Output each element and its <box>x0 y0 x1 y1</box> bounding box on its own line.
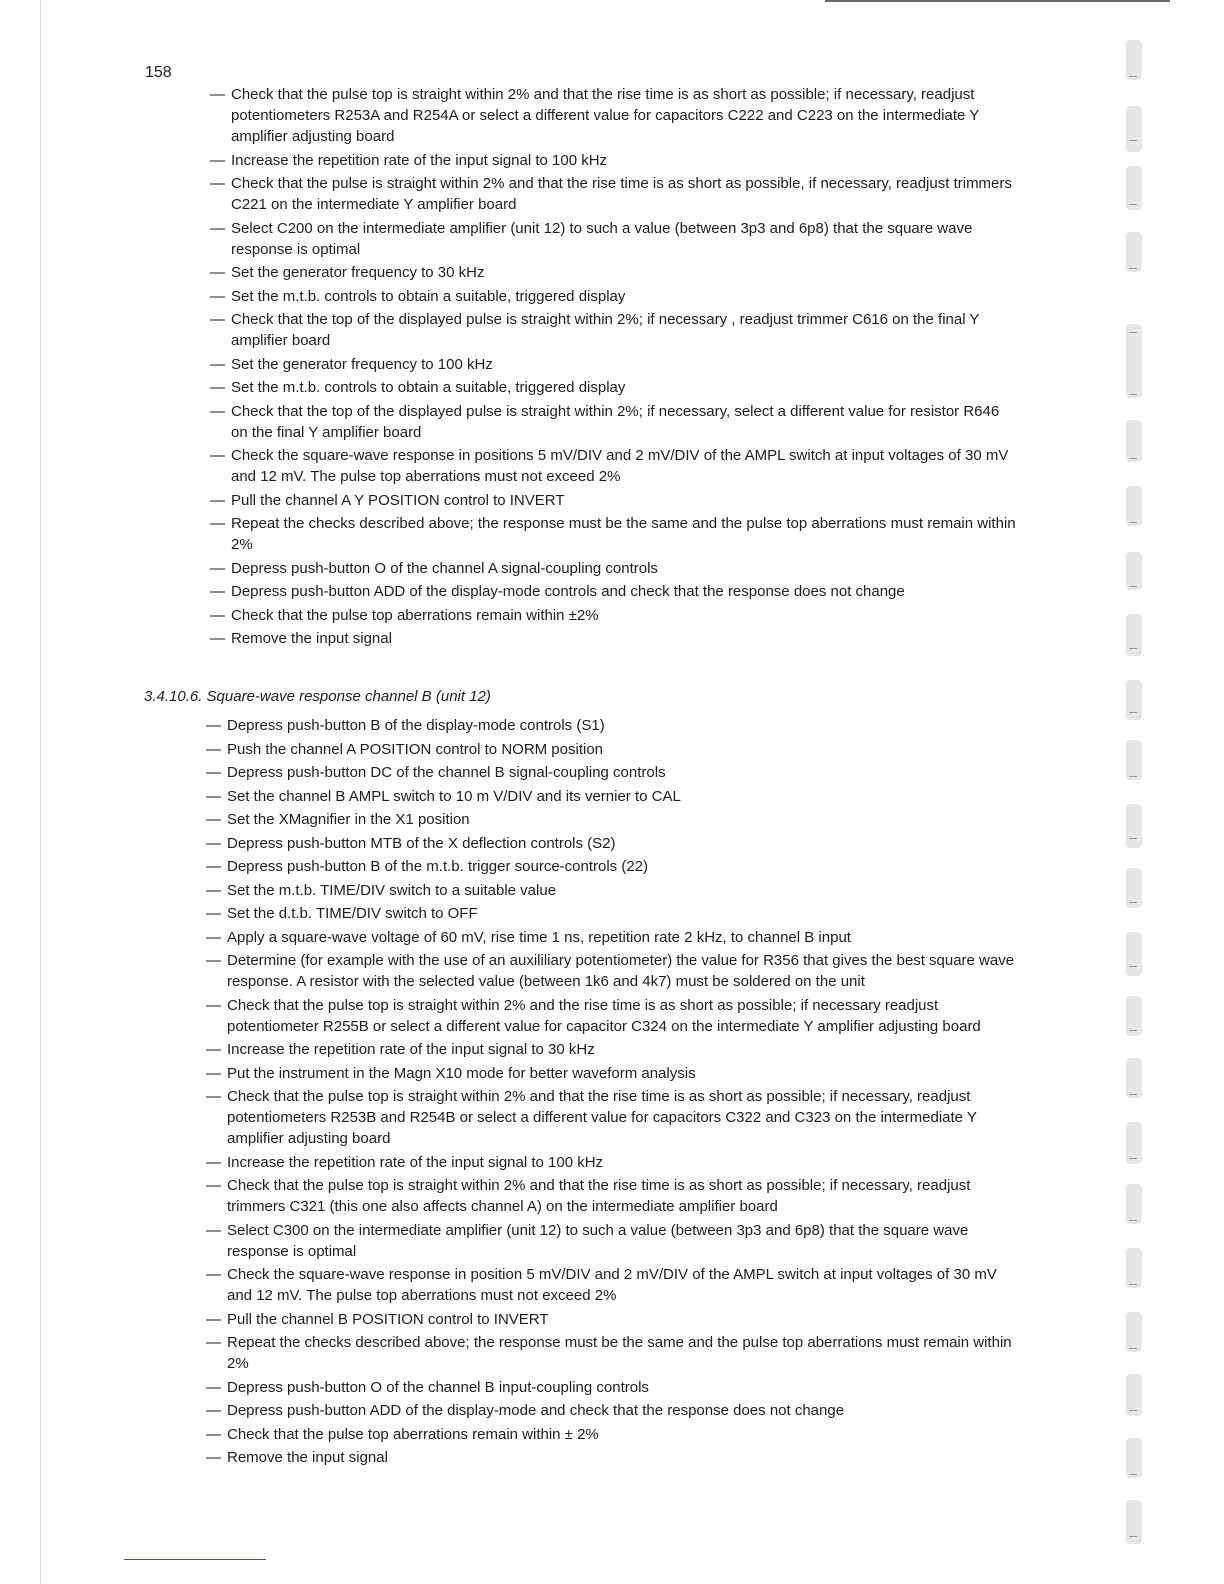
list-item: — Determine (for example with the use of an auxililiary potentiometer) the value for R356 that gives the best square wave response. A resistor with the selected value (between 1k6 and 4k7) must be soldered on the unit <box>206 950 1016 992</box>
edge-tick <box>1129 1094 1137 1095</box>
edge-tick <box>1129 1348 1137 1349</box>
list-item: — Repeat the checks described above; the response must be the same and the pulse top aberrations must remain within 2% <box>210 513 1020 555</box>
list-item: — Remove the input signal <box>210 628 1020 649</box>
list-item: — Check that the pulse top is straight within 2% and the rise time is as short as possible; if necessary readjust potentiometer R255B or select a different value for capacitor C324 on the intermediate Y amplifier adjusting board <box>206 995 1016 1037</box>
edge-tick <box>1129 712 1137 713</box>
edge-mark <box>1126 420 1142 462</box>
list-item: — Push the channel A POSITION control to NORM position <box>206 739 1016 760</box>
edge-mark <box>1126 614 1142 656</box>
edge-tick <box>1129 204 1137 205</box>
list-item: — Set the generator frequency to 30 kHz <box>210 262 1020 283</box>
procedure-list-channel-a <box>210 84 1020 652</box>
list-item: — Depress push-button ADD of the display-mode controls and check that the response does not change <box>210 581 1020 602</box>
edge-mark <box>1126 1248 1142 1288</box>
list-item: — Select C200 on the intermediate amplifier (unit 12) to such a value (between 3p3 and 6p8) that the square wave response is optimal <box>210 218 1020 260</box>
list-item: — Remove the input signal <box>206 1447 1016 1468</box>
edge-mark <box>1126 486 1142 526</box>
edge-tick <box>1129 966 1137 967</box>
list-item: — Set the m.t.b. TIME/DIV switch to a suitable value <box>206 880 1016 901</box>
page-number: 158 <box>145 64 172 81</box>
edge-tick <box>1129 394 1137 395</box>
edge-mark <box>1126 1438 1142 1478</box>
list-item: — Depress push-button MTB of the X deflection controls (S2) <box>206 833 1016 854</box>
list-item: — Set the XMagnifier in the X1 position <box>206 809 1016 830</box>
top-rule <box>825 0 1170 2</box>
edge-tick <box>1129 332 1137 333</box>
procedure-list-channel-b <box>206 715 1016 1471</box>
edge-mark <box>1126 1500 1142 1544</box>
edge-mark <box>1126 552 1142 590</box>
edge-tick <box>1129 140 1137 141</box>
edge-tick <box>1129 268 1137 269</box>
list-item: — Check that the pulse top aberrations remain within ± 2% <box>206 1424 1016 1445</box>
edge-tick <box>1129 1030 1137 1031</box>
list-item: — Depress push-button O of the channel B input-coupling controls <box>206 1377 1016 1398</box>
list-item: — Pull the channel B POSITION control to INVERT <box>206 1309 1016 1330</box>
list-item: — Set the m.t.b. controls to obtain a suitable, triggered display <box>210 377 1020 398</box>
list-item: — Depress push-button B of the display-mode controls (S1) <box>206 715 1016 736</box>
edge-tick <box>1129 902 1137 903</box>
list-item: — Increase the repetition rate of the input signal to 100 kHz <box>206 1152 1016 1173</box>
edge-tick <box>1129 1284 1137 1285</box>
list-item: — Check that the pulse top is straight within 2% and that the rise time is as short as possible; if necessary, readjust potentiometers R253B and R254B or select a different value for capacitors C322 and C323 on the intermediate Y amplifier adjusting board <box>206 1086 1016 1149</box>
list-item: — Depress push-button O of the channel A signal-coupling controls <box>210 558 1020 579</box>
edge-mark <box>1126 106 1142 152</box>
list-item: — Set the channel B AMPL switch to 10 m V/DIV and its vernier to CAL <box>206 786 1016 807</box>
edge-mark <box>1126 232 1142 272</box>
edge-tick <box>1129 1158 1137 1159</box>
edge-mark <box>1126 932 1142 976</box>
edge-tick <box>1129 1220 1137 1221</box>
bottom-rule <box>124 1559 266 1560</box>
list-item: — Check that the pulse top is straight within 2% and that the rise time is as short as possible; if necessary, readjust potentiometers R253A and R254A or select a different value for capacitors C222 and C223 on the intermediate Y amplifier adjusting board <box>210 84 1020 147</box>
list-item: — Depress push-button ADD of the display-mode and check that the response does not change <box>206 1400 1016 1421</box>
edge-tick <box>1129 586 1137 587</box>
edge-tick <box>1129 776 1137 777</box>
list-item: — Check that the pulse top is straight within 2% and that the rise time is as short as possible; if necessary, readjust trimmers C321 (this one also affects channel A) on the intermediate amplifier board <box>206 1175 1016 1217</box>
edge-tick <box>1129 522 1137 523</box>
binding-edge-marks <box>1126 40 1148 1560</box>
edge-tick <box>1129 1474 1137 1475</box>
list-item: — Check that the pulse top aberrations remain within ±2% <box>210 605 1020 626</box>
section-heading: 3.4.10.6. Square-wave response channel B (unit 12) <box>144 688 491 705</box>
list-item: — Pull the channel A Y POSITION control to INVERT <box>210 490 1020 511</box>
list-item: — Repeat the checks described above; the response must be the same and the pulse top aberrations must remain within 2% <box>206 1332 1016 1374</box>
edge-mark <box>1126 1058 1142 1098</box>
edge-mark <box>1126 804 1142 848</box>
list-item: — Select C300 on the intermediate amplifier (unit 12) to such a value (between 3p3 and 6p8) that the square wave response is optimal <box>206 1220 1016 1262</box>
list-item: — Check the square-wave response in position 5 mV/DIV and 2 mV/DIV of the AMPL switch at input voltages of 30 mV and 12 mV. The pulse top aberrations must not exceed 2% <box>206 1264 1016 1306</box>
edge-mark <box>1126 40 1142 80</box>
edge-tick <box>1129 838 1137 839</box>
list-item: — Increase the repetition rate of the input signal to 30 kHz <box>206 1039 1016 1060</box>
edge-mark <box>1126 1312 1142 1352</box>
edge-mark <box>1126 740 1142 780</box>
list-item: — Check that the top of the displayed pulse is straight within 2%; if necessary , readjust trimmer C616 on the final Y amplifier board <box>210 309 1020 351</box>
edge-mark <box>1126 680 1142 720</box>
list-item: — Increase the repetition rate of the input signal to 100 kHz <box>210 150 1020 171</box>
edge-tick <box>1129 76 1137 77</box>
list-item: — Depress push-button B of the m.t.b. trigger source-controls (22) <box>206 856 1016 877</box>
edge-mark <box>1126 1184 1142 1224</box>
list-item: — Depress push-button DC of the channel B signal-coupling controls <box>206 762 1016 783</box>
edge-tick <box>1129 1536 1137 1537</box>
page-edge-shadow <box>40 0 41 1584</box>
list-item: — Set the d.t.b. TIME/DIV switch to OFF <box>206 903 1016 924</box>
edge-tick <box>1129 458 1137 459</box>
list-item: — Set the generator frequency to 100 kHz <box>210 354 1020 375</box>
list-item: — Check the square-wave response in positions 5 mV/DIV and 2 mV/DIV of the AMPL switch at input voltages of 30 mV and 12 mV. The pulse top aberrations must not exceed 2% <box>210 445 1020 487</box>
list-item: — Set the m.t.b. controls to obtain a suitable, triggered display <box>210 286 1020 307</box>
list-item: — Check that the pulse is straight within 2% and that the rise time is as short as possible, if necessary, readjust trimmers C221 on the intermediate Y amplifier board <box>210 173 1020 215</box>
list-item: — Apply a square-wave voltage of 60 mV, rise time 1 ns, repetition rate 2 kHz, to channel B input <box>206 927 1016 948</box>
edge-tick <box>1129 648 1137 649</box>
edge-mark <box>1126 358 1142 398</box>
list-item: — Check that the top of the displayed pulse is straight within 2%; if necessary, select a different value for resistor R646 on the final Y amplifier board <box>210 401 1020 443</box>
edge-tick <box>1129 1410 1137 1411</box>
list-item: — Put the instrument in the Magn X10 mode for better waveform analysis <box>206 1063 1016 1084</box>
